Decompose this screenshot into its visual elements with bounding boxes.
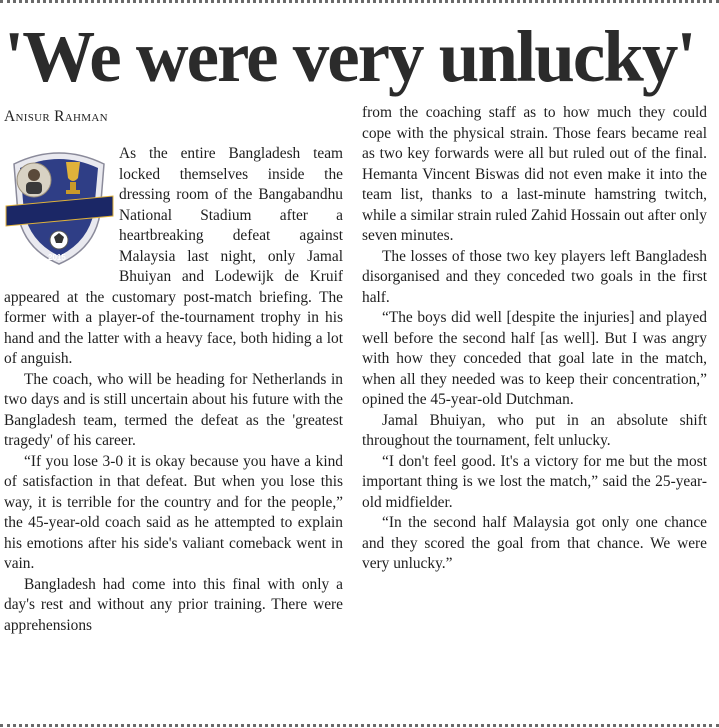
paragraph: “The boys did well [despite the injuries] and played well before the second half [as well]. But I was angry with how they conceded that goal late in the match, when all they needed was to keep their concentration,” opined the 45-year-old Dutchman. bbox=[362, 309, 707, 408]
logo-year: 2015 bbox=[48, 253, 66, 262]
paragraph: “In the second half Malaysia got only one chance and they scored the goal from that chance. We were very unlucky.” bbox=[362, 514, 707, 572]
paragraph: Jamal Bhuiyan, who put in an absolute shift throughout the tournament, felt unlucky. bbox=[362, 411, 707, 449]
article-column-right bbox=[362, 103, 707, 575]
bottom-dotted-rule bbox=[0, 724, 719, 727]
headline: 'We were very unlucky' bbox=[4, 16, 695, 97]
byline: Anisur Rahman bbox=[4, 108, 108, 125]
paragraph: As the entire Bangladesh team locked themselves inside the dressing room of the Bangabandhu National Stadium after a heartbreaking defeat against Malaysia last night, only Jamal Bhuiyan and Lodewijk de Kruif appeared at the customary post-match briefing. The former with a player-of the-tournament trophy in his hand and the latter with a heavy face, both hiding a lot of anguish. bbox=[4, 145, 343, 367]
paragraph: from the coaching staff as to how much they could cope with the physical strain. Those fears became real as two key forwards were all but ruled out of the final. Hemanta Vincent Biswas did not even make it into the team list, thanks to a last-minute hamstring twitch, while a similar strain ruled Zahid Hossain out after only seven minutes. bbox=[362, 104, 707, 244]
paragraph: The coach, who will be heading for Netherlands in two days and is still uncertain about his future with the Bangladesh team, termed the defeat as the 'greatest tragedy' of his career. bbox=[4, 370, 343, 449]
paragraph: “If you lose 3-0 it is okay because you have a kind of satisfaction in that defeat. But when you lose this way, it is terrible for the country and for the people,” the 45-year-old coach said as he attempted to explain his emotions after his side's valiant comeback went in vain. bbox=[4, 452, 343, 572]
top-dotted-rule bbox=[0, 0, 719, 3]
paragraph: Bangladesh had come into this final with only a day's rest and without any prior training. There were apprehensions bbox=[4, 575, 343, 634]
tournament-logo bbox=[4, 144, 115, 267]
paragraph: “I don't feel good. It's a victory for me but the most important thing is we lost the match,” said the 25-year-old midfielder. bbox=[362, 452, 707, 511]
article-column-left bbox=[4, 144, 343, 636]
paragraph: The losses of those two key players left Bangladesh disorganised and they conceded two goals in the first half. bbox=[362, 247, 707, 306]
